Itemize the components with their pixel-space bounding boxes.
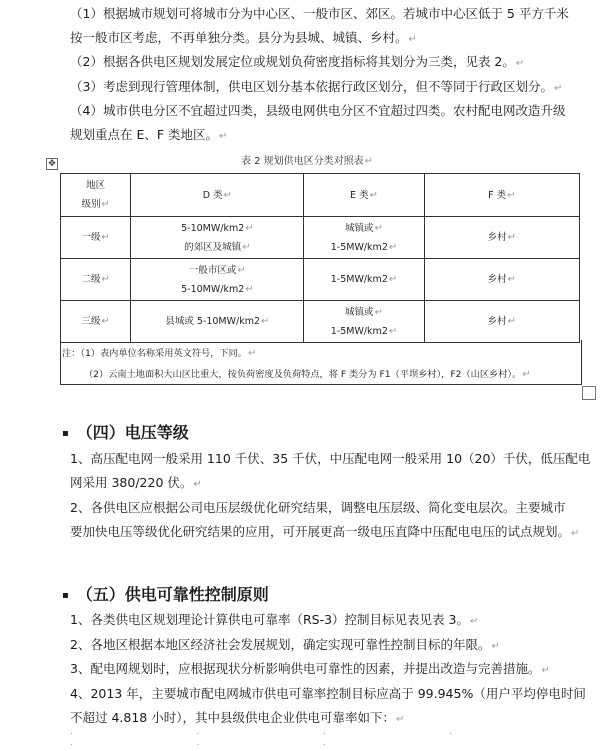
header-d-class: D 类↵ xyxy=(131,174,304,217)
section-heading-voltage: ▪ （四）电压等级 xyxy=(62,423,189,442)
text-line: （3）考虑到现行管理体制，供电区划分基本依据行政区划分，但不等同于行政区划分。 xyxy=(70,79,553,94)
truncated-line-marks: · · · · · · · xyxy=(70,729,513,751)
paragraph-reliability-2: 2、各地区根据本地区经济社会发展规划，确定实现可靠性控制目标的年限。↵ xyxy=(70,637,500,652)
text-line: （2）根据各供电区规划发展定位或规划负荷密度指标将其划分为三类，见表 2。 xyxy=(70,54,515,69)
table-row xyxy=(61,301,580,343)
paragraph-four-classes xyxy=(70,99,570,149)
supply-area-table xyxy=(60,173,580,343)
bullet-icon: ▪ xyxy=(62,428,69,439)
text-line: （4）城市供电分区不宜超过四类，县级电网供电分区不宜超过四类。农村配电网改造升级 xyxy=(70,103,566,118)
table-move-handle-icon[interactable]: ✥ xyxy=(46,158,58,170)
table-header-row xyxy=(61,174,580,217)
text-line: 不超过 4.818 小时），其中县级供电企业供电可靠率如下： xyxy=(70,710,395,725)
cell-level: 二级↵ xyxy=(61,259,131,301)
paragraph-reliability-4: 4、2013 年，主要城市配电网城市供电可靠率控制目标应高于 99.945%（用户平均停电时间 不超过 4.818 小时），其中县级供电企业供电可靠率如下：↵ xyxy=(70,682,570,732)
header-level: 地区 级别↵ xyxy=(61,174,131,217)
text-line: 3、配电网规划时，应根据现状分析影响供电可靠性的因素，并提出改造与完善措施。 xyxy=(70,661,541,676)
cell-d: 5-10MW/km2↵ 的郊区及城镇↵ xyxy=(131,217,304,259)
cell-d: 一般市区或↵ 5-10MW/km2↵ xyxy=(131,259,304,301)
text-line: 按一般市区考虑，不再单独分类。县分为县城、城镇、乡村。 xyxy=(70,30,408,45)
table-note-1: 注：（1）表内单位名称采用英文符号，下同。↵ xyxy=(62,348,257,359)
paragraph-admin-division xyxy=(70,75,570,101)
cell-level: 三级↵ xyxy=(61,301,131,343)
cell-e: 城镇或↵ 1-5MW/km2↵ xyxy=(304,301,424,343)
cell-f: 乡村↵ xyxy=(424,259,579,301)
table-note-2: （2）云南土地面积大山区比重大，按负荷密度及负荷特点，将 F 类分为 F1（平坝乡村），F2（山区乡村）。↵ xyxy=(84,369,531,380)
table-row xyxy=(61,259,580,301)
text-line: 规划重点在 E、F 类地区。 xyxy=(70,127,219,142)
paragraph-reliability-3: 3、配电网规划时，应根据现状分析影响供电可靠性的因素，并提出改造与完善措施。↵ xyxy=(70,661,550,676)
text-line: 要加快电压等级优化研究结果的应用，可开展更高一级电压直降中压配电电压的试点规划。 xyxy=(70,524,571,539)
text-line: 网采用 380/220 伏。 xyxy=(70,475,193,490)
table-caption: 表 2 规划供电区分类对照表↵ xyxy=(240,156,374,167)
paragraph-city-division xyxy=(70,2,570,52)
cell-level: 一级↵ xyxy=(61,217,131,259)
text-line: 2、各供电区应根据公司电压层级优化研究结果，调整电压层级、简化变电层次。主要城市 xyxy=(70,500,566,515)
table-resize-handle[interactable] xyxy=(582,386,596,400)
text-line: 2、各地区根据本地区经济社会发展规划，确定实现可靠性控制目标的年限。 xyxy=(70,637,491,652)
text-line: 1、各类供电区规划理论计算供电可靠率（RS-3）控制目标见表见表 3。 xyxy=(70,612,469,627)
paragraph-voltage-2: 2、各供电区应根据公司电压层级优化研究结果，调整电压层级、简化变电层次。主要城市 要加快电压等级优化研究结果的应用，可开展更高一级电压直降中压配电电压的试点规划。↵ xyxy=(70,496,570,546)
paragraph-mark: ↵ xyxy=(553,83,563,94)
paragraph-mark: ↵ xyxy=(515,58,525,69)
bullet-icon: ▪ xyxy=(62,590,69,601)
paragraph-mark: ↵ xyxy=(408,34,417,45)
text-line: （1）根据城市规划可将城市分为中心区、一般市区、郊区。若城市中心区低于 5 平方千米 xyxy=(70,6,569,21)
cell-e: 1-5MW/km2↵ xyxy=(304,259,424,301)
paragraph-reliability-1: 1、各类供电区规划理论计算供电可靠率（RS-3）控制目标见表见表 3。↵ xyxy=(70,612,479,627)
cell-d: 县城或 5-10MW/km2↵ xyxy=(131,301,304,343)
paragraph-mark: ↵ xyxy=(219,131,228,142)
text-line: 1、高压配电网一般采用 110 千伏、35 千伏，中压配电网一般采用 10（20）千伏，低压配电 xyxy=(70,451,591,466)
paragraph-voltage-1: 1、高压配电网一般采用 110 千伏、35 千伏，中压配电网一般采用 10（20）千伏，低压配电 网采用 380/220 伏。↵ xyxy=(70,447,570,497)
cell-f: 乡村↵ xyxy=(424,301,579,343)
cell-f: 乡村↵ xyxy=(424,217,579,259)
cell-e: 城镇或↵ 1-5MW/km2↵ xyxy=(304,217,424,259)
section-heading-reliability: ▪ （五）供电可靠性控制原则 xyxy=(62,585,269,604)
table-row xyxy=(61,217,580,259)
paragraph-three-classes xyxy=(70,50,570,76)
text-line: 4、2013 年，主要城市配电网城市供电可靠率控制目标应高于 99.945%（用户平均停电时间 xyxy=(70,686,586,701)
header-e-class: E 类↵ xyxy=(304,174,424,217)
header-f-class: F 类↵ xyxy=(424,174,579,217)
